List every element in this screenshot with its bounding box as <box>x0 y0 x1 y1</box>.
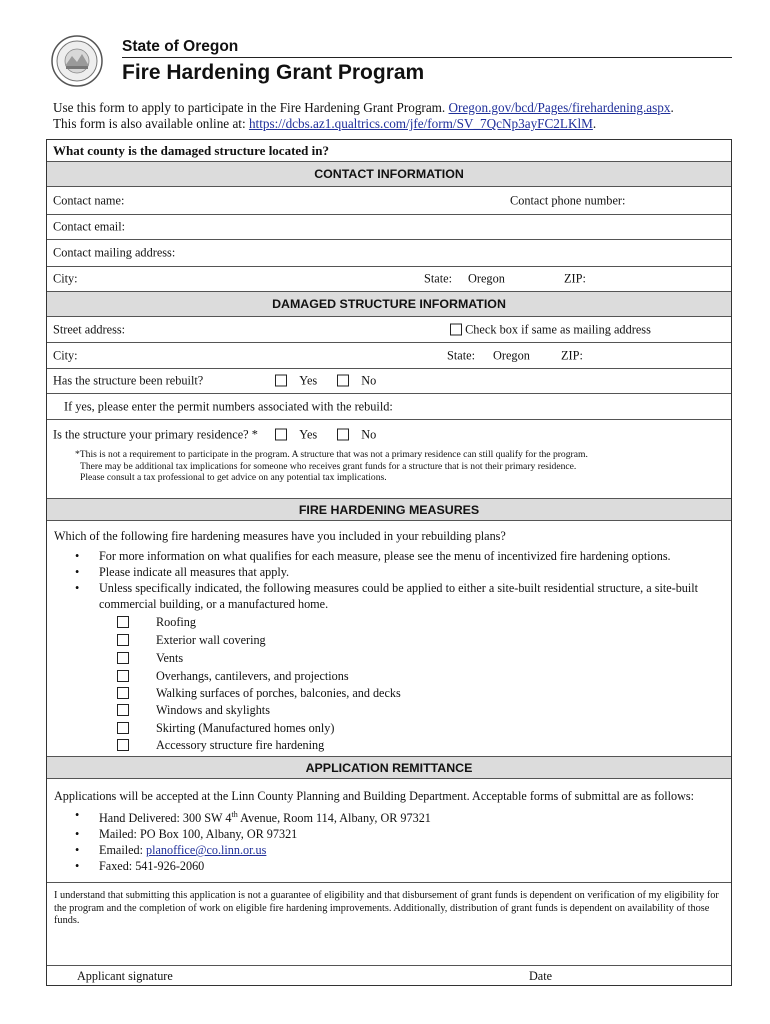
date-field[interactable]: Date <box>529 969 553 983</box>
measure-checkbox[interactable] <box>117 687 129 699</box>
measures-question: Which of the following fire hardening measures have you included in your rebuilding plans? <box>54 529 506 543</box>
same-as-mailing-checkbox[interactable] <box>450 323 462 335</box>
application-form: What county is the damaged structure located in? CONTACT INFORMATION Contact name: Contact phone number: Contact email: Contact mailing address: City: State: Oregon ZIP: DAMAGED STRUCTURE INFORMATION Street address: Check box if same as mailing address City: State: Oregon ZIP: Has the structure been rebuilt? Yes No If yes, please enter the permit numbers associated with the rebuild: Is the structure your primary residence? * Yes No *This is not a requirement to participate in the program. A structure that was not a primary residence can still qualify for the program. There may be additional tax implications for someone who receives grant funds for a structure that is not their primary residence. Please consult a tax professional to get advice on any potential tax implications. FIRE HARDENING MEASURES Which of the following fire hardening measures have you included in your rebuilding plans? • For more information on what qualifies for each measure, please see the menu of incentivized fire hardening options. • Please indicate all measures that apply. • Unless specifically indicated, the following measures could be applied to either a site-built residential structure, a site-built commercial building, or a manufactured home. Roofing Exterior wall covering Vents Overhangs, cantilevers, and projections Walking surfaces of porches, balconies, and decks Windows and skylights Skirting (Manufactured homes only) Accessory structure fire hardening APPLICATION REMITTANCE Applications will be accepted at the Linn County Planning and Building Department. Acceptable forms of submittal are as follows: • Hand Delivered: 300 SW 4th Avenue, Room 114, Albany, OR 97321 • Mailed: PO Box 100, Albany, OR 97321 • Emailed: planoffice@co.linn.or.us • Faxed: 541-926-2060 I understand that submitting this application is not a guarantee of eligibility and that disbursement of grant funds is dependent on verification of my eligibility for the program and the completion of work on eligible fire hardening improvements. Additionally, distribution of grant funds is dependent on availability of those funds. Applicant signature Date <box>46 139 732 986</box>
primary-residence-question: Is the structure your primary residence? * <box>53 427 258 441</box>
measure-checkbox[interactable] <box>117 722 129 734</box>
page-title: Fire Hardening Grant Program <box>122 61 425 84</box>
contact-name-row <box>47 187 731 215</box>
contact-zip-field[interactable]: ZIP: <box>564 271 586 286</box>
contact-email-field[interactable]: Contact email: <box>47 215 731 240</box>
signature-divider <box>47 965 731 966</box>
damaged-structure-section-heading: DAMAGED STRUCTURE INFORMATION <box>47 292 731 317</box>
same-as-mailing-option[interactable] <box>450 322 651 337</box>
measure-checkbox[interactable] <box>117 704 129 716</box>
list-item: • Please indicate all measures that apply. <box>75 564 725 580</box>
list-item: • Unless specifically indicated, the following measures could be applied to either a site-built residential structure, a site-built commercial building, or a manufactured home. <box>75 580 725 612</box>
contact-name-field[interactable]: Contact name: <box>53 193 125 207</box>
list-item: • Emailed: planoffice@co.linn.or.us <box>75 842 725 858</box>
oregon-seal-icon <box>50 34 104 88</box>
remittance-intro: Applications will be accepted at the Linn County Planning and Building Department. Acceptable forms of submittal are as follows: <box>54 789 695 803</box>
contact-city-field[interactable]: City: <box>53 271 78 286</box>
county-field[interactable] <box>47 140 731 162</box>
fire-hardening-section-heading: FIRE HARDENING MEASURES <box>47 498 731 521</box>
program-page-link[interactable]: Oregon.gov/bcd/Pages/firehardening.aspx <box>448 100 671 115</box>
intro-text <box>53 100 733 132</box>
remittance-section-heading: APPLICATION REMITTANCE <box>47 756 731 779</box>
rebuilt-no-option[interactable]: No <box>337 374 376 389</box>
rebuilt-question-row <box>47 369 731 394</box>
acknowledgement-divider <box>47 882 731 883</box>
header-divider <box>122 57 732 58</box>
online-form-link[interactable]: https://dcbs.az1.qualtrics.com/jfe/form/SV_7QcNp3ayFC2LKlM <box>248 116 593 131</box>
measure-checkbox[interactable] <box>117 739 129 751</box>
submittal-methods <box>75 807 725 874</box>
street-address-field[interactable]: Street address: <box>53 322 126 336</box>
damaged-zip-field[interactable]: ZIP: <box>561 348 583 362</box>
email-link[interactable]: planoffice@co.linn.or.us <box>146 843 267 858</box>
damaged-state-label: State: <box>447 348 476 362</box>
same-as-mailing-label: Check box if same as mailing address <box>465 322 651 336</box>
intro-line-1: Use this form to apply to participate in the Fire Hardening Grant Program. Oregon.gov/bcd/Pages/firehardening.aspx. <box>53 100 674 115</box>
damaged-city-field[interactable]: City: <box>53 348 78 362</box>
measure-checkbox[interactable] <box>117 670 129 682</box>
measure-checkbox[interactable] <box>117 616 129 628</box>
contact-section-heading: CONTACT INFORMATION <box>47 162 731 187</box>
list-item: • For more information on what qualifies for each measure, please see the menu of incentivized fire hardening options. <box>75 548 725 564</box>
primary-no-option[interactable]: No <box>337 427 376 442</box>
state-name: State of Oregon <box>122 38 239 55</box>
primary-yes-option[interactable]: Yes <box>275 427 317 442</box>
primary-yes-checkbox[interactable] <box>275 428 287 440</box>
measure-checkbox[interactable] <box>117 652 129 664</box>
list-item: • Faxed: 541-926-2060 <box>75 858 725 874</box>
county-question: What county is the damaged structure located in? <box>53 142 330 158</box>
page-header <box>50 34 734 94</box>
acknowledgement-text: I understand that submitting this application is not a guarantee of eligibility and that disbursement of grant funds is dependent on verification of my eligibility for the program and the completion of work on eligible fire hardening improvements. Additionally, distribution of grant funds is dependent on availability of those funds. <box>54 890 719 926</box>
measure-checkbox[interactable] <box>117 634 129 646</box>
contact-phone-field[interactable]: Contact phone number: <box>510 193 626 207</box>
primary-residence-row <box>47 420 731 449</box>
measures-instructions <box>75 548 725 612</box>
contact-state-value[interactable]: Oregon <box>468 271 505 286</box>
primary-no-checkbox[interactable] <box>337 428 349 440</box>
rebuilt-question: Has the structure been rebuilt? <box>53 373 204 388</box>
rebuilt-yes-option[interactable]: Yes <box>275 374 317 389</box>
intro-line-2: This form is also available online at: https://dcbs.az1.qualtrics.com/jfe/form/SV_7QcNp3ayFC2LKlM. <box>53 116 597 131</box>
primary-residence-note: *This is not a requirement to participate in the program. A structure that was not a primary residence can still qualify for the program. There may be additional tax implications for someone who receives grant funds for a structure that is not their primary residence. Please consult a tax professional to get advice on any potential tax implications. <box>75 449 588 484</box>
damaged-city-row <box>47 343 731 369</box>
list-item: • Hand Delivered: 300 SW 4th Avenue, Room 114, Albany, OR 97321 <box>75 807 725 826</box>
rebuilt-yes-checkbox[interactable] <box>275 375 287 387</box>
contact-state-label: State: <box>424 271 453 286</box>
street-address-row <box>47 317 731 343</box>
list-item: • Mailed: PO Box 100, Albany, OR 97321 <box>75 826 725 842</box>
contact-city-row <box>47 267 731 292</box>
applicant-signature-field[interactable]: Applicant signature <box>77 969 173 983</box>
damaged-state-value[interactable]: Oregon <box>493 348 530 362</box>
contact-mailing-address-field[interactable]: Contact mailing address: <box>47 240 731 267</box>
rebuilt-no-checkbox[interactable] <box>337 375 349 387</box>
permit-numbers-field[interactable]: If yes, please enter the permit numbers associated with the rebuild: <box>47 394 731 420</box>
